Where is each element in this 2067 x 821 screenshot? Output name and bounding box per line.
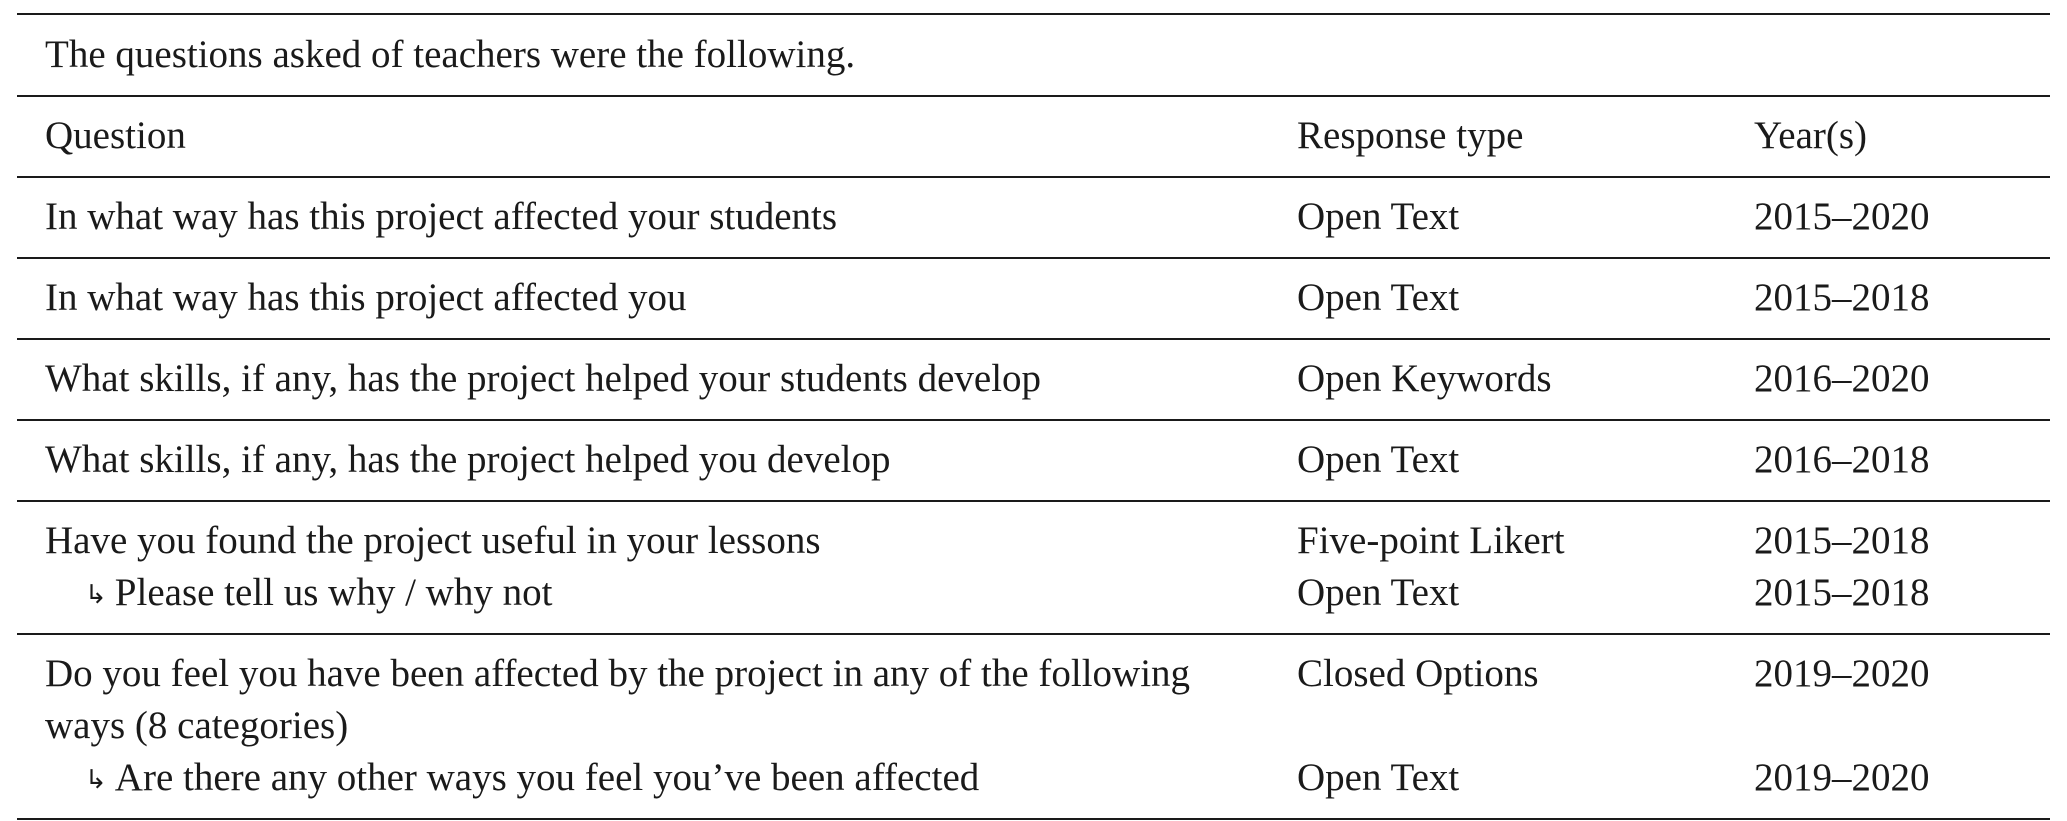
years-cell: 2016–2018	[1754, 420, 2050, 501]
spacer	[1754, 700, 2050, 752]
table-row	[17, 258, 2050, 339]
question-text-line-1: Do you feel you have been affected by the project in any of the following	[45, 652, 1191, 695]
followup-question	[45, 752, 1297, 804]
followup-question-text: Are there any other ways you feel you’ve been affected	[114, 756, 980, 799]
response-type-cell	[1297, 634, 1754, 819]
header-years: Year(s)	[1754, 96, 2050, 177]
years-cell: 2015–2018	[1754, 258, 2050, 339]
years-cell	[1754, 634, 2050, 819]
header-question: Question	[17, 96, 1297, 177]
header-row	[17, 96, 2050, 177]
sub-arrow-icon: ↳	[85, 580, 107, 610]
header-response-type: Response type	[1297, 96, 1754, 177]
question-cell: In what way has this project affected your students	[17, 177, 1297, 258]
table-row	[17, 634, 2050, 819]
caption-row	[17, 14, 2050, 96]
response-type-cell: Open Keywords	[1297, 339, 1754, 420]
question-cell: What skills, if any, has the project helped your students develop	[17, 339, 1297, 420]
spacer	[1297, 700, 1754, 752]
question-cell	[17, 501, 1297, 634]
followup-question	[45, 567, 1297, 619]
response-type-cell: Open Text	[1297, 258, 1754, 339]
followup-years: 2019–2020	[1754, 756, 1930, 799]
sub-arrow-icon: ↳	[85, 765, 107, 795]
years-cell: 2015–2020	[1754, 177, 2050, 258]
years-text: 2019–2020	[1754, 652, 1930, 695]
table-caption: The questions asked of teachers were the following.	[17, 14, 2050, 96]
question-text: Have you found the project useful in your lessons	[45, 519, 821, 562]
response-type-text: Five-point Likert	[1297, 519, 1565, 562]
teacher-questions-table	[17, 13, 2050, 820]
response-type-cell	[1297, 501, 1754, 634]
question-cell	[17, 634, 1297, 819]
questions-table-container	[17, 13, 2050, 820]
question-cell: In what way has this project affected you	[17, 258, 1297, 339]
table-row	[17, 501, 2050, 634]
followup-years: 2015–2018	[1754, 571, 1930, 614]
followup-question-text: Please tell us why / why not	[114, 571, 553, 614]
years-text: 2015–2018	[1754, 519, 1930, 562]
response-type-cell: Open Text	[1297, 420, 1754, 501]
response-type-cell: Open Text	[1297, 177, 1754, 258]
question-text-line-2: ways (8 categories)	[45, 704, 349, 747]
table-row	[17, 339, 2050, 420]
years-cell: 2016–2020	[1754, 339, 2050, 420]
question-cell: What skills, if any, has the project helped you develop	[17, 420, 1297, 501]
response-type-text: Closed Options	[1297, 652, 1539, 695]
table-row	[17, 177, 2050, 258]
table-row	[17, 420, 2050, 501]
followup-response-type: Open Text	[1297, 756, 1460, 799]
followup-response-type: Open Text	[1297, 571, 1460, 614]
years-cell	[1754, 501, 2050, 634]
